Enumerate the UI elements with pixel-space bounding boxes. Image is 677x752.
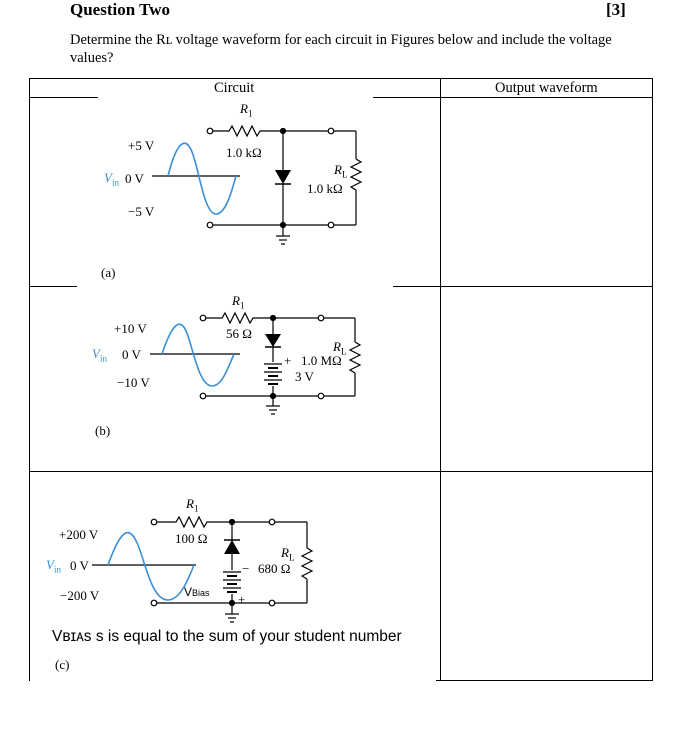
circuit-a-vpos: +5 V — [128, 138, 155, 153]
circuit-b-vneg: −10 V — [117, 375, 150, 390]
circuit-b-plus: + — [284, 353, 292, 368]
circuit-a-r1-label: $R_1$ — [240, 101, 253, 119]
circuit-b-r1-value: 56 Ω — [226, 326, 252, 341]
circuit-b-battery: 3 V — [295, 369, 314, 384]
circuit-b-vzero: 0 V — [122, 347, 141, 362]
circuit-c-vbias: VBias — [184, 585, 210, 599]
circuit-c-plus: + — [238, 592, 246, 607]
output-column-header: Output waveform — [495, 80, 598, 96]
circuit-a-rl-label: $R_L$ — [334, 162, 348, 180]
circuit-a-rl-value: 1.0 kΩ — [307, 181, 343, 196]
circuit-c-rl-value: 680 Ω — [258, 561, 291, 576]
circuit-a-r1-value: 1.0 kΩ — [226, 145, 262, 160]
circuit-c-label: (c) — [55, 657, 70, 672]
circuit-c-r1-label: $R_1$ — [186, 496, 199, 514]
question-title: Question Two — [70, 0, 170, 19]
circuit-b-vin: $V_{in}$ — [92, 346, 107, 364]
circuit-a-vneg: −5 V — [128, 204, 155, 219]
circuit-c-vin: $V_{in}$ — [46, 557, 61, 575]
circuit-c-vneg: −200 V — [60, 588, 100, 603]
circuit-column-header: Circuit — [214, 80, 255, 96]
circuit-a-label: (a) — [101, 265, 116, 280]
vbias-note: Vʙɪᴀs s is equal to the sum of your student number — [52, 628, 402, 645]
circuit-c-minus: − — [242, 561, 250, 576]
circuit-c-vpos: +200 V — [59, 527, 99, 542]
circuit-c-r1-value: 100 Ω — [175, 531, 208, 546]
question-description: Determine the Rʟ voltage waveform for each circuit in Figures below and include the voltage values? — [70, 32, 612, 66]
circuit-b-rl-value: 1.0 MΩ — [301, 353, 342, 368]
circuit-b-vpos: +10 V — [114, 321, 147, 336]
circuit-a-vin: $V_{in}$ — [104, 170, 119, 188]
circuit-c-rl-label: $R_L$ — [281, 545, 295, 563]
circuit-c-vzero: 0 V — [70, 558, 89, 573]
circuit-a-vzero: 0 V — [125, 171, 144, 186]
circuit-b-rl-label: $R_L$ — [333, 339, 347, 357]
circuit-b-label: (b) — [95, 423, 111, 438]
circuit-b-r1-label: $R_1$ — [232, 293, 245, 311]
question-marks: [3] — [606, 0, 626, 19]
